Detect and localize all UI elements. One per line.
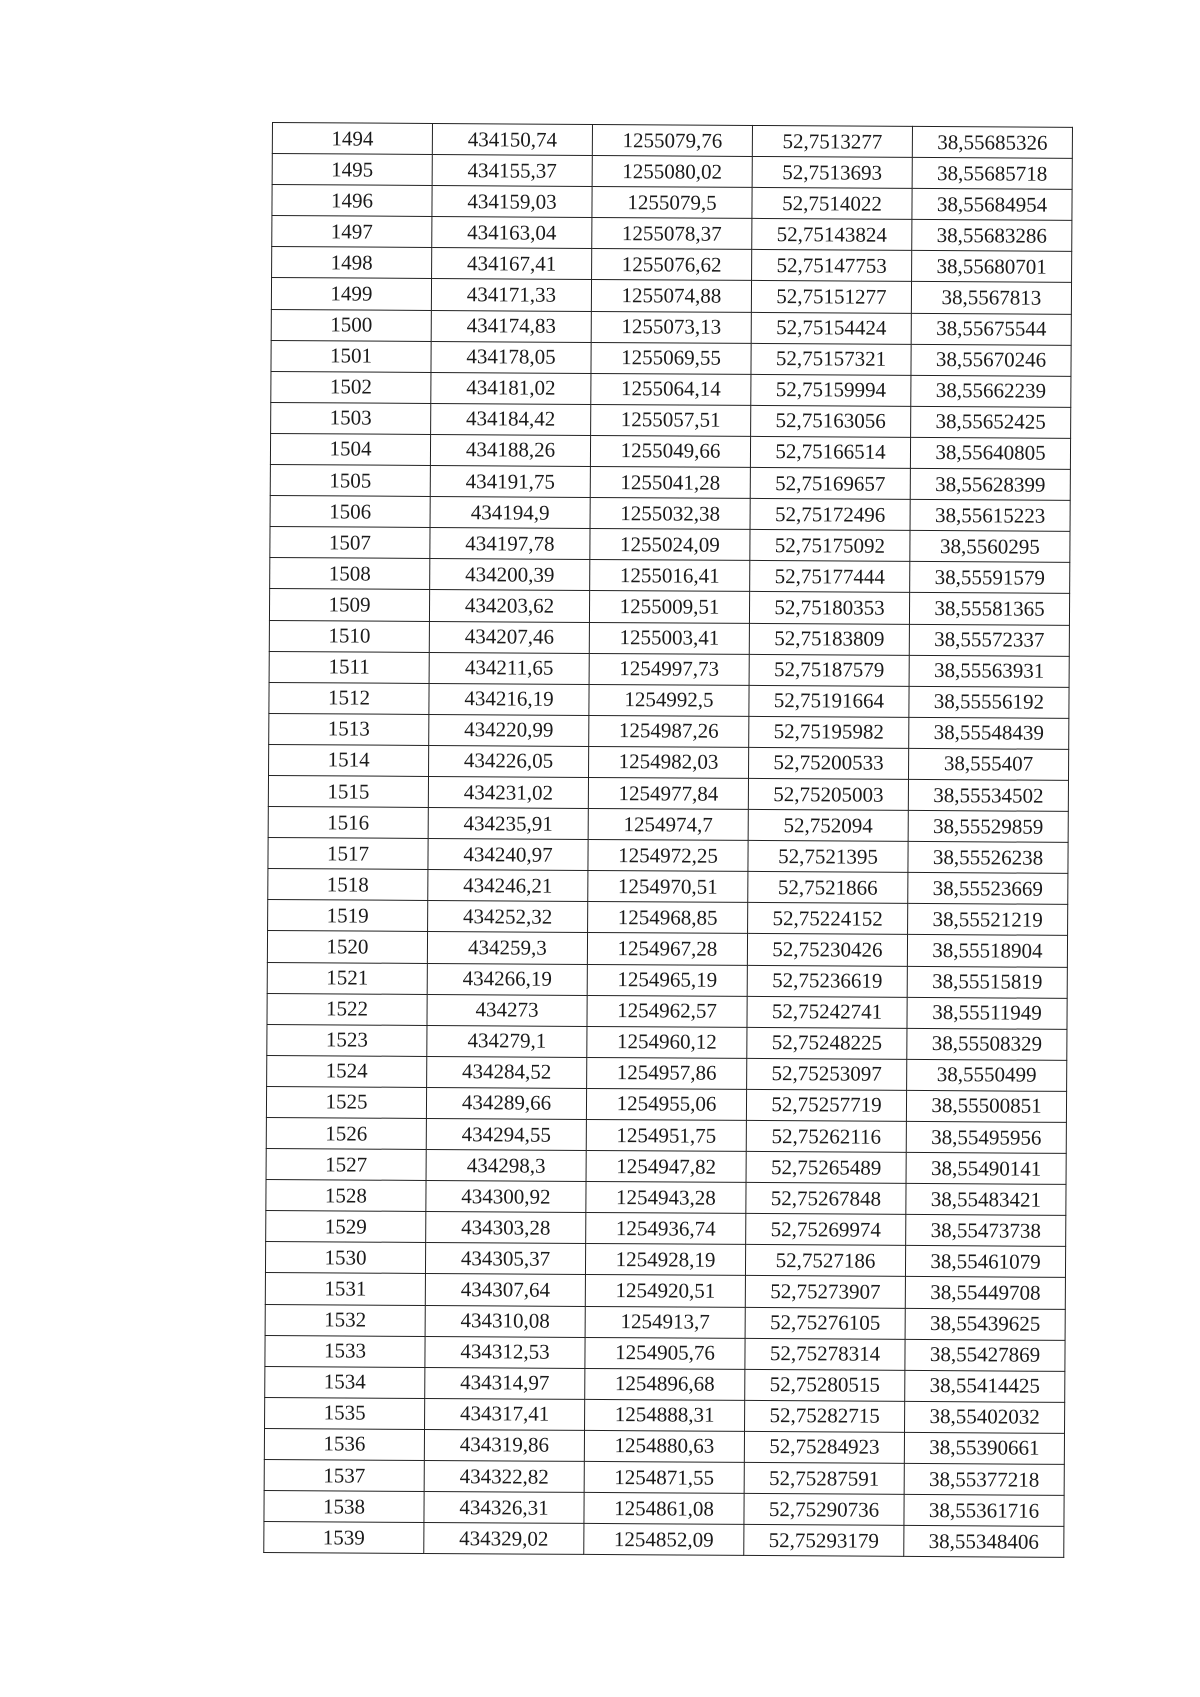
longitude-cell: 38,55511949: [907, 997, 1067, 1029]
y-coordinate-cell: 1255079,76: [592, 124, 752, 156]
y-coordinate-cell: 1254957,86: [587, 1057, 747, 1089]
y-coordinate-cell: 1254987,26: [589, 715, 749, 747]
longitude-cell: 38,55348406: [904, 1526, 1064, 1558]
table-row: [272, 247, 1072, 283]
y-coordinate-cell: 1255073,13: [591, 311, 751, 343]
longitude-cell: 38,55548439: [909, 717, 1069, 749]
table-row: [268, 869, 1068, 905]
x-coordinate-cell: 434163,04: [432, 217, 592, 249]
y-coordinate-cell: 1255074,88: [591, 280, 751, 312]
point-number-cell: 1494: [272, 123, 432, 155]
longitude-cell: 38,55495956: [906, 1121, 1066, 1153]
coordinates-table: [263, 122, 1073, 1558]
longitude-cell: 38,55652425: [911, 406, 1071, 438]
x-coordinate-cell: 434159,03: [432, 186, 592, 218]
longitude-cell: 38,55402032: [905, 1401, 1065, 1433]
y-coordinate-cell: 1255064,14: [591, 373, 751, 405]
x-coordinate-cell: 434155,37: [432, 155, 592, 187]
latitude-cell: 52,75290736: [744, 1494, 904, 1526]
longitude-cell: 38,55615223: [910, 500, 1070, 532]
longitude-cell: 38,55414425: [905, 1370, 1065, 1402]
longitude-cell: 38,55390661: [904, 1432, 1064, 1464]
table-row: [270, 496, 1070, 532]
x-coordinate-cell: 434184,42: [431, 403, 591, 435]
latitude-cell: 52,7521866: [748, 872, 908, 904]
table-row: [265, 1366, 1065, 1402]
x-coordinate-cell: 434298,3: [426, 1150, 586, 1182]
point-number-cell: 1523: [267, 1024, 427, 1056]
x-coordinate-cell: 434326,31: [424, 1492, 584, 1524]
y-coordinate-cell: 1254928,19: [585, 1244, 745, 1276]
x-coordinate-cell: 434188,26: [430, 434, 590, 466]
longitude-cell: 38,55628399: [910, 468, 1070, 500]
latitude-cell: 52,7513277: [752, 125, 912, 157]
y-coordinate-cell: 1255009,51: [589, 591, 749, 623]
point-number-cell: 1537: [264, 1460, 424, 1492]
longitude-cell: 38,555407: [908, 748, 1068, 780]
y-coordinate-cell: 1254905,76: [585, 1337, 745, 1369]
point-number-cell: 1518: [268, 869, 428, 901]
point-number-cell: 1526: [266, 1117, 426, 1149]
point-number-cell: 1535: [265, 1397, 425, 1429]
point-number-cell: 1509: [269, 589, 429, 621]
table-row: [271, 340, 1071, 376]
x-coordinate-cell: 434289,66: [426, 1087, 586, 1119]
latitude-cell: 52,75269974: [746, 1214, 906, 1246]
x-coordinate-cell: 434200,39: [430, 559, 590, 591]
y-coordinate-cell: 1254947,82: [586, 1151, 746, 1183]
x-coordinate-cell: 434294,55: [426, 1118, 586, 1150]
point-number-cell: 1500: [271, 309, 431, 341]
table-row: [266, 1180, 1066, 1216]
table-row: [265, 1397, 1065, 1433]
point-number-cell: 1507: [270, 527, 430, 559]
y-coordinate-cell: 1254982,03: [589, 746, 749, 778]
y-coordinate-cell: 1254962,57: [587, 995, 747, 1027]
y-coordinate-cell: 1254997,73: [589, 653, 749, 685]
point-number-cell: 1528: [266, 1180, 426, 1212]
table-row: [271, 309, 1071, 345]
point-number-cell: 1519: [268, 900, 428, 932]
table-row: [270, 527, 1070, 563]
x-coordinate-cell: 434314,97: [425, 1367, 585, 1399]
table-row: [266, 1117, 1066, 1153]
point-number-cell: 1499: [271, 278, 431, 310]
table-row: [264, 1522, 1064, 1558]
x-coordinate-cell: 434216,19: [429, 683, 589, 715]
x-coordinate-cell: 434181,02: [431, 372, 591, 404]
point-number-cell: 1516: [268, 807, 428, 839]
point-number-cell: 1534: [265, 1366, 425, 1398]
latitude-cell: 52,75236619: [747, 965, 907, 997]
table-row: [269, 744, 1069, 780]
longitude-cell: 38,55591579: [910, 562, 1070, 594]
table-row: [267, 931, 1067, 967]
point-number-cell: 1497: [272, 216, 432, 248]
point-number-cell: 1503: [271, 402, 431, 434]
longitude-cell: 38,55377218: [904, 1463, 1064, 1495]
latitude-cell: 52,75169657: [750, 467, 910, 499]
longitude-cell: 38,55427869: [905, 1339, 1065, 1371]
longitude-cell: 38,5550499: [907, 1059, 1067, 1091]
longitude-cell: 38,55523669: [908, 873, 1068, 905]
latitude-cell: 52,75172496: [750, 499, 910, 531]
table-row: [265, 1273, 1065, 1309]
y-coordinate-cell: 1254936,74: [586, 1213, 746, 1245]
y-coordinate-cell: 1255024,09: [590, 529, 750, 561]
latitude-cell: 52,75230426: [747, 934, 907, 966]
x-coordinate-cell: 434317,41: [425, 1398, 585, 1430]
x-coordinate-cell: 434273: [427, 994, 587, 1026]
table-row: [272, 185, 1072, 221]
x-coordinate-cell: 434240,97: [428, 839, 588, 871]
x-coordinate-cell: 434329,02: [424, 1523, 584, 1555]
table-row: [264, 1491, 1064, 1527]
table-row: [270, 433, 1070, 469]
latitude-cell: 52,75265489: [746, 1152, 906, 1184]
y-coordinate-cell: 1254888,31: [585, 1399, 745, 1431]
latitude-cell: 52,75284923: [744, 1431, 904, 1463]
point-number-cell: 1529: [266, 1211, 426, 1243]
y-coordinate-cell: 1254968,85: [588, 902, 748, 934]
x-coordinate-cell: 434226,05: [429, 745, 589, 777]
latitude-cell: 52,75242741: [747, 996, 907, 1028]
latitude-cell: 52,75200533: [748, 747, 908, 779]
longitude-cell: 38,55685326: [912, 126, 1072, 158]
point-number-cell: 1514: [269, 744, 429, 776]
longitude-cell: 38,55685718: [912, 158, 1072, 190]
y-coordinate-cell: 1255076,62: [592, 249, 752, 281]
x-coordinate-cell: 434197,78: [430, 528, 590, 560]
longitude-cell: 38,55662239: [911, 375, 1071, 407]
table-row: [272, 216, 1072, 252]
x-coordinate-cell: 434191,75: [430, 466, 590, 498]
latitude-cell: 52,75276105: [745, 1307, 905, 1339]
x-coordinate-cell: 434194,9: [430, 497, 590, 529]
latitude-cell: 52,75151277: [751, 281, 911, 313]
longitude-cell: 38,55521219: [908, 904, 1068, 936]
point-number-cell: 1501: [271, 340, 431, 372]
table-row: [269, 713, 1069, 749]
x-coordinate-cell: 434305,37: [425, 1243, 585, 1275]
latitude-cell: 52,752094: [748, 809, 908, 841]
longitude-cell: 38,55563931: [909, 655, 1069, 687]
point-number-cell: 1539: [264, 1522, 424, 1554]
latitude-cell: 52,75267848: [746, 1183, 906, 1215]
latitude-cell: 52,75183809: [749, 623, 909, 655]
table-row: [267, 993, 1067, 1029]
table-row: [271, 371, 1071, 407]
point-number-cell: 1498: [272, 247, 432, 279]
longitude-cell: 38,5560295: [910, 531, 1070, 563]
y-coordinate-cell: 1254965,19: [587, 964, 747, 996]
point-number-cell: 1495: [272, 154, 432, 186]
latitude-cell: 52,75195982: [749, 716, 909, 748]
latitude-cell: 52,75191664: [749, 685, 909, 717]
table-row: [271, 278, 1071, 314]
table-row: [267, 962, 1067, 998]
table-row: [266, 1086, 1066, 1122]
longitude-cell: 38,55515819: [907, 966, 1067, 998]
longitude-cell: 38,55461079: [905, 1246, 1065, 1278]
point-number-cell: 1531: [265, 1273, 425, 1305]
latitude-cell: 52,75224152: [748, 903, 908, 935]
latitude-cell: 52,75154424: [751, 312, 911, 344]
table-row: [269, 682, 1069, 718]
table-row: [266, 1211, 1066, 1247]
y-coordinate-cell: 1254871,55: [584, 1461, 744, 1493]
longitude-cell: 38,55518904: [907, 935, 1067, 967]
table-row: [272, 123, 1072, 159]
point-number-cell: 1506: [270, 496, 430, 528]
x-coordinate-cell: 434319,86: [424, 1429, 584, 1461]
x-coordinate-cell: 434252,32: [428, 901, 588, 933]
point-number-cell: 1530: [265, 1242, 425, 1274]
y-coordinate-cell: 1254974,7: [588, 809, 748, 841]
x-coordinate-cell: 434203,62: [429, 590, 589, 622]
y-coordinate-cell: 1254955,06: [586, 1088, 746, 1120]
x-coordinate-cell: 434259,3: [427, 932, 587, 964]
latitude-cell: 52,75159994: [751, 374, 911, 406]
point-number-cell: 1532: [265, 1304, 425, 1336]
point-number-cell: 1502: [271, 371, 431, 403]
point-number-cell: 1512: [269, 682, 429, 714]
x-coordinate-cell: 434211,65: [429, 652, 589, 684]
x-coordinate-cell: 434279,1: [427, 1025, 587, 1057]
x-coordinate-cell: 434178,05: [431, 341, 591, 373]
y-coordinate-cell: 1255049,66: [590, 435, 750, 467]
x-coordinate-cell: 434174,83: [431, 310, 591, 342]
longitude-cell: 38,55361716: [904, 1495, 1064, 1527]
point-number-cell: 1520: [267, 931, 427, 963]
y-coordinate-cell: 1254970,51: [588, 871, 748, 903]
point-number-cell: 1517: [268, 838, 428, 870]
latitude-cell: 52,75282715: [745, 1400, 905, 1432]
x-coordinate-cell: 434150,74: [432, 123, 592, 155]
y-coordinate-cell: 1255080,02: [592, 156, 752, 188]
longitude-cell: 38,55473738: [906, 1215, 1066, 1247]
x-coordinate-cell: 434303,28: [426, 1212, 586, 1244]
table-row: [269, 589, 1069, 625]
y-coordinate-cell: 1254896,68: [585, 1368, 745, 1400]
longitude-cell: 38,5567813: [911, 282, 1071, 314]
longitude-cell: 38,55483421: [906, 1184, 1066, 1216]
table-row: [267, 1024, 1067, 1060]
y-coordinate-cell: 1255041,28: [590, 466, 750, 498]
table-row: [265, 1335, 1065, 1371]
point-number-cell: 1525: [266, 1086, 426, 1118]
point-number-cell: 1524: [267, 1055, 427, 1087]
table-row: [272, 154, 1072, 190]
latitude-cell: 52,75278314: [745, 1338, 905, 1370]
latitude-cell: 52,75257719: [746, 1089, 906, 1121]
point-number-cell: 1510: [269, 620, 429, 652]
latitude-cell: 52,75253097: [747, 1058, 907, 1090]
x-coordinate-cell: 434235,91: [428, 808, 588, 840]
latitude-cell: 52,75205003: [748, 778, 908, 810]
table-row: [268, 775, 1068, 811]
longitude-cell: 38,55526238: [908, 842, 1068, 874]
latitude-cell: 52,75280515: [745, 1369, 905, 1401]
y-coordinate-cell: 1254967,28: [587, 933, 747, 965]
y-coordinate-cell: 1254977,84: [588, 777, 748, 809]
x-coordinate-cell: 434307,64: [425, 1274, 585, 1306]
x-coordinate-cell: 434310,08: [425, 1305, 585, 1337]
y-coordinate-cell: 1255032,38: [590, 498, 750, 530]
y-coordinate-cell: 1254943,28: [586, 1182, 746, 1214]
table-row: [268, 900, 1068, 936]
y-coordinate-cell: 1254972,25: [588, 840, 748, 872]
latitude-cell: 52,75273907: [745, 1276, 905, 1308]
x-coordinate-cell: 434246,21: [428, 870, 588, 902]
point-number-cell: 1513: [269, 713, 429, 745]
longitude-cell: 38,55683286: [912, 220, 1072, 252]
point-number-cell: 1504: [270, 433, 430, 465]
longitude-cell: 38,55449708: [905, 1277, 1065, 1309]
x-coordinate-cell: 434220,99: [429, 714, 589, 746]
longitude-cell: 38,55439625: [905, 1308, 1065, 1340]
longitude-cell: 38,55675544: [911, 313, 1071, 345]
table-row: [265, 1304, 1065, 1340]
x-coordinate-cell: 434300,92: [426, 1181, 586, 1213]
latitude-cell: 52,7514022: [752, 188, 912, 220]
longitude-cell: 38,55500851: [906, 1090, 1066, 1122]
longitude-cell: 38,55581365: [909, 593, 1069, 625]
x-coordinate-cell: 434207,46: [429, 621, 589, 653]
y-coordinate-cell: 1255069,55: [591, 342, 751, 374]
longitude-cell: 38,55670246: [911, 344, 1071, 376]
y-coordinate-cell: 1255079,5: [592, 187, 752, 219]
table-row: [264, 1460, 1064, 1496]
table-row: [266, 1149, 1066, 1185]
table-row: [269, 651, 1069, 687]
x-coordinate-cell: 434266,19: [427, 963, 587, 995]
y-coordinate-cell: 1254852,09: [584, 1524, 744, 1556]
point-number-cell: 1511: [269, 651, 429, 683]
latitude-cell: 52,75143824: [752, 219, 912, 251]
latitude-cell: 52,75187579: [749, 654, 909, 686]
longitude-cell: 38,55508329: [907, 1028, 1067, 1060]
table-row: [265, 1242, 1065, 1278]
point-number-cell: 1536: [264, 1428, 424, 1460]
y-coordinate-cell: 1254951,75: [586, 1119, 746, 1151]
latitude-cell: 52,75166514: [750, 436, 910, 468]
longitude-cell: 38,55684954: [912, 189, 1072, 221]
y-coordinate-cell: 1254861,08: [584, 1493, 744, 1525]
latitude-cell: 52,75177444: [750, 561, 910, 593]
x-coordinate-cell: 434231,02: [428, 776, 588, 808]
point-number-cell: 1522: [267, 993, 427, 1025]
point-number-cell: 1508: [270, 558, 430, 590]
latitude-cell: 52,75262116: [746, 1120, 906, 1152]
longitude-cell: 38,55534502: [908, 779, 1068, 811]
point-number-cell: 1533: [265, 1335, 425, 1367]
latitude-cell: 52,75293179: [744, 1525, 904, 1557]
longitude-cell: 38,55640805: [910, 437, 1070, 469]
latitude-cell: 52,75180353: [749, 592, 909, 624]
y-coordinate-cell: 1254880,63: [584, 1430, 744, 1462]
point-number-cell: 1527: [266, 1149, 426, 1181]
latitude-cell: 52,7513693: [752, 157, 912, 189]
x-coordinate-cell: 434167,41: [432, 248, 592, 280]
point-number-cell: 1515: [268, 775, 428, 807]
point-number-cell: 1496: [272, 185, 432, 217]
longitude-cell: 38,55490141: [906, 1152, 1066, 1184]
y-coordinate-cell: 1255003,41: [589, 622, 749, 654]
latitude-cell: 52,75248225: [747, 1027, 907, 1059]
table-row: [270, 558, 1070, 594]
y-coordinate-cell: 1254920,51: [585, 1275, 745, 1307]
y-coordinate-cell: 1255057,51: [591, 404, 751, 436]
x-coordinate-cell: 434171,33: [431, 279, 591, 311]
y-coordinate-cell: 1254913,7: [585, 1306, 745, 1338]
coordinates-table-body: [264, 123, 1073, 1558]
latitude-cell: 52,7527186: [745, 1245, 905, 1277]
x-coordinate-cell: 434284,52: [427, 1056, 587, 1088]
table-row: [270, 465, 1070, 501]
latitude-cell: 52,7521395: [748, 841, 908, 873]
latitude-cell: 52,75147753: [752, 250, 912, 282]
latitude-cell: 52,75287591: [744, 1462, 904, 1494]
table-row: [271, 402, 1071, 438]
latitude-cell: 52,75157321: [751, 343, 911, 375]
longitude-cell: 38,55572337: [909, 624, 1069, 656]
x-coordinate-cell: 434322,82: [424, 1460, 584, 1492]
point-number-cell: 1538: [264, 1491, 424, 1523]
y-coordinate-cell: 1254992,5: [589, 684, 749, 716]
table-row: [264, 1428, 1064, 1464]
x-coordinate-cell: 434312,53: [425, 1336, 585, 1368]
y-coordinate-cell: 1255078,37: [592, 218, 752, 250]
table-row: [267, 1055, 1067, 1091]
y-coordinate-cell: 1255016,41: [590, 560, 750, 592]
latitude-cell: 52,75175092: [750, 530, 910, 562]
table-row: [268, 807, 1068, 843]
longitude-cell: 38,55529859: [908, 810, 1068, 842]
table-row: [268, 838, 1068, 874]
longitude-cell: 38,55556192: [909, 686, 1069, 718]
table-row: [269, 620, 1069, 656]
latitude-cell: 52,75163056: [751, 405, 911, 437]
point-number-cell: 1521: [267, 962, 427, 994]
point-number-cell: 1505: [270, 465, 430, 497]
longitude-cell: 38,55680701: [912, 251, 1072, 283]
y-coordinate-cell: 1254960,12: [587, 1026, 747, 1058]
